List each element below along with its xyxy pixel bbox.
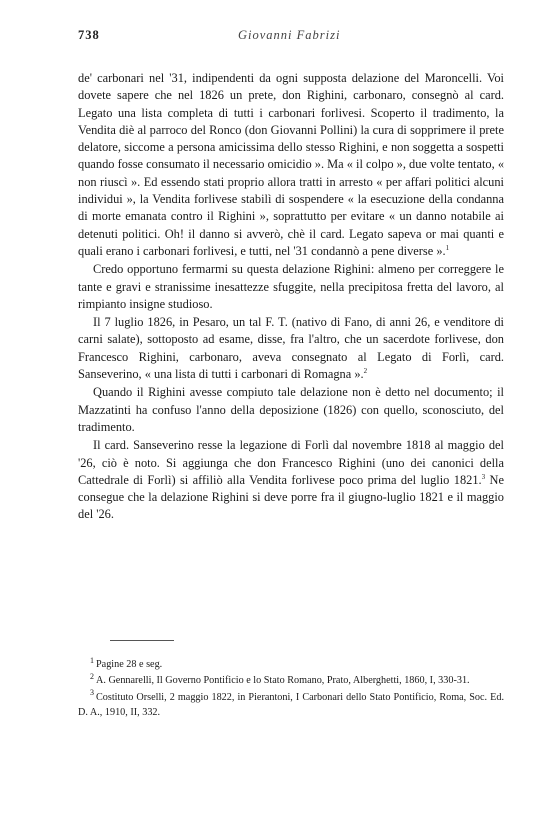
paragraph-text: Quando il Righini avesse compiuto tale delazione non è detto nel documento; il Mazzatinti ha confuso l'anno della deposizione (1826) con quello, sconosciuto, del tradimento. [78, 385, 504, 434]
paragraph-text: Il card. Sanseverino resse la legazione di Forlì dal novembre 1818 al maggio del '26, ciò è noto. Si aggiunga che don Francesco Righini (uno dei canonici della Cattedrale di Forlì) si affiliò alla Vendita forlivese poco prima del luglio 1821. [78, 438, 504, 487]
page-header [78, 28, 504, 46]
paragraph [78, 384, 504, 436]
paragraph-text: Il 7 luglio 1826, in Pesaro, un tal F. T. (nativo di Fano, di anni 26, e venditore di carni salate), sottoposto ad esame, disse, fra l'altro, che un sacerdote forlivese, don Francesco Righini, carbonaro, aveva consegnato al Legato di Forlì, card. Sanseverino, « una lista di tutti i carbonari di Romagna ». [78, 315, 504, 382]
body-text [78, 70, 504, 525]
paragraph [78, 314, 504, 383]
footnote-divider [110, 640, 174, 641]
footnote [78, 673, 504, 688]
running-head: Giovanni Fabrizi [238, 28, 341, 42]
footnote [78, 657, 504, 672]
footnote [78, 690, 504, 721]
footnotes [78, 657, 504, 722]
footnote-ref: 1 [445, 243, 450, 252]
paragraph-text-tail: Ne consegue che la delazione Righini si deve porre fra il giugno-luglio 1821 e il maggio del '26. [78, 472, 504, 522]
footnote-number: 3 [90, 688, 94, 698]
footnote-ref: 2 [363, 366, 368, 375]
footnote-number: 1 [90, 655, 94, 665]
paragraph [78, 70, 504, 260]
footnote-number: 2 [90, 672, 94, 682]
paragraph [78, 437, 504, 523]
paragraph [78, 261, 504, 313]
footnote-text: A. Gennarelli, Il Governo Pontificio e lo Stato Romano, Prato, Alberghetti, 1860, I, 330-31. [96, 675, 470, 687]
footnote-ref: 3 [481, 472, 486, 481]
page-number: 738 [78, 28, 100, 42]
footnote-text: Costituto Orselli, 2 maggio 1822, in Pierantoni, I Carbonari dello Stato Pontificio, Roma, Soc. Ed. D. A., 1910, II, 332. [78, 691, 504, 719]
footnote-text: Pagine 28 e seg. [96, 659, 163, 670]
paragraph-text: de' carbonari nel '31, indipendenti da ogni supposta delazione del Maroncelli. Voi dovete sapere che nel 1826 un prete, don Righini, carbonaro, consegnò al card. Legato una lista completa di tutti i carbonari forlivesi. Scoperto il tradimento, la Vendita diè al parroco del Ronco (don Giovanni Pollini) la cura di sopprimere il prete delatore, siccome a persona amicissima dello stesso Righini, e non soggetta a sospetti quando fosse consumato il necessario omicidio ». Ma « il colpo », due volte tentato, « non riuscì ». Ed essendo stati proprio allora tratti in arresto « per affari politici alcuni individui », la Vendita forlivese stabilì di sospendere « la esecuzione della condanna di morte emanata contro il Righini », soprattutto per evitare « un danno notabile ai detenuti politici. Oh! il danno si avverò, chè il card. Legato sapeva or mai quanti e quali erano i carbonari forlivesi, e tutti, nel '31 condannò a pene diverse ». [78, 71, 505, 258]
paragraph-text: Credo opportuno fermarmi su questa delazione Righini: almeno per correggere le tante e gravi e stranissime inesattezze sfuggite, nella precipitosa fretta del lavoro, al rimpianto insigne studioso. [78, 262, 504, 311]
